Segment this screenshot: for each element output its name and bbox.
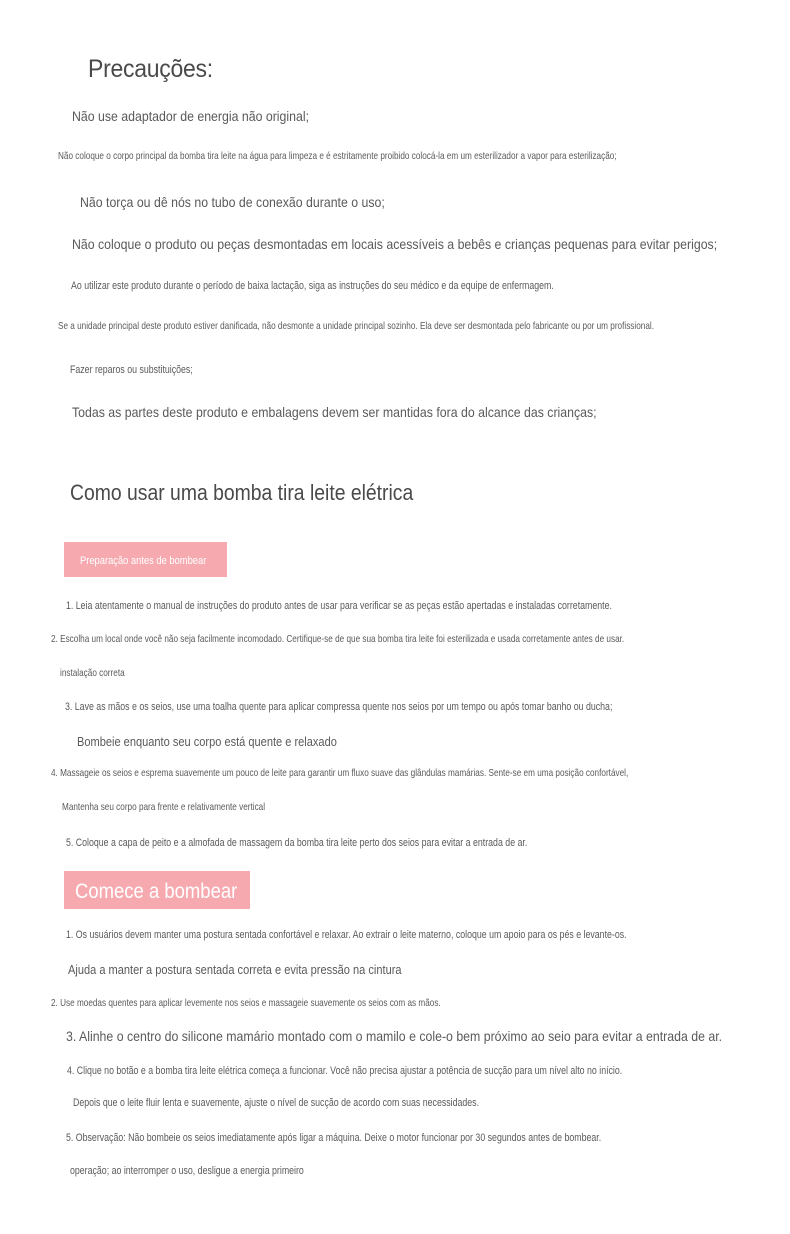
- start-item: Depois que o leite fluir lenta e suavemente, ajuste o nível de sucção de acordo com suas necessidades.: [73, 1097, 480, 1109]
- prep-tag-label: Preparação antes de bombear: [80, 555, 207, 567]
- prep-item: instalação correta: [60, 667, 125, 679]
- start-item: 1. Os usuários devem manter uma postura sentada confortável e relaxar. Ao extrair o leite materno, coloque um apoio para os pés e levante-os.: [66, 929, 627, 941]
- prep-item: 2. Escolha um local onde você não seja facilmente incomodado. Certifique-se de que sua bomba tira leite foi esterilizada e usada corretamente antes de usar.: [51, 633, 625, 645]
- prep-item: Bombeie enquanto seu corpo está quente e relaxado: [77, 734, 337, 749]
- start-item: 3. Alinhe o centro do silicone mamário montado com o mamilo e cole-o bem próximo ao seio para evitar a entrada de ar.: [66, 1028, 723, 1044]
- start-tag-label: Comece a bombear: [75, 880, 238, 903]
- precaution-item: Não torça ou dê nós no tubo de conexão durante o uso;: [80, 194, 385, 210]
- prep-item: 5. Coloque a capa de peito e a almofada de massagem da bomba tira leite perto dos seios para evitar a entrada de ar.: [66, 837, 528, 849]
- prep-item: 1. Leia atentamente o manual de instruções do produto antes de usar para verificar se as peças estão apertadas e instaladas corretamente.: [66, 600, 612, 612]
- precaution-item: Ao utilizar este produto durante o período de baixa lactação, siga as instruções do seu médico e da equipe de enfermagem.: [71, 280, 554, 292]
- precaution-item: Se a unidade principal deste produto estiver danificada, não desmonte a unidade principal sozinho. Ela deve ser desmontada pelo fabricante ou por um profissional.: [58, 320, 654, 332]
- start-tag: [64, 871, 250, 909]
- precautions-title: Precauções:: [88, 55, 213, 83]
- precaution-item: Fazer reparos ou substituições;: [70, 364, 193, 376]
- prep-item: Mantenha seu corpo para frente e relativamente vertical: [62, 801, 266, 813]
- precaution-item: Todas as partes deste produto e embalagens devem ser mantidas fora do alcance das crianças;: [72, 404, 597, 420]
- prep-item: 3. Lave as mãos e os seios, use uma toalha quente para aplicar compressa quente nos seios por um tempo ou após tomar banho ou ducha;: [65, 701, 613, 713]
- start-item: 5. Observação: Não bombeie os seios imediatamente após ligar a máquina. Deixe o motor funcionar por 30 segundos antes de bombear.: [66, 1132, 602, 1144]
- prep-tag: [64, 542, 227, 577]
- prep-item: 4. Massageie os seios e esprema suavemente um pouco de leite para garantir um fluxo suave das glândulas mamárias. Sente-se em uma posição confortável,: [51, 767, 629, 779]
- start-item: 4. Clique no botão e a bomba tira leite elétrica começa a funcionar. Você não precisa ajustar a potência de sucção para um nível alto no início.: [67, 1065, 623, 1077]
- usage-title: Como usar uma bomba tira leite elétrica: [70, 480, 414, 505]
- start-item: operação; ao interromper o uso, desligue a energia primeiro: [70, 1165, 304, 1177]
- start-item: 2. Use moedas quentes para aplicar levemente nos seios e massageie suavemente os seios com as mãos.: [51, 997, 441, 1009]
- precaution-item: Não use adaptador de energia não original;: [72, 108, 309, 124]
- precaution-item: Não coloque o corpo principal da bomba tira leite na água para limpeza e é estritamente proibido colocá-la em um esterilizador a vapor para esterilização;: [58, 150, 617, 162]
- start-item: Ajuda a manter a postura sentada correta e evita pressão na cintura: [68, 962, 402, 977]
- precaution-item: Não coloque o produto ou peças desmontadas em locais acessíveis a bebês e crianças pequenas para evitar perigos;: [72, 236, 718, 252]
